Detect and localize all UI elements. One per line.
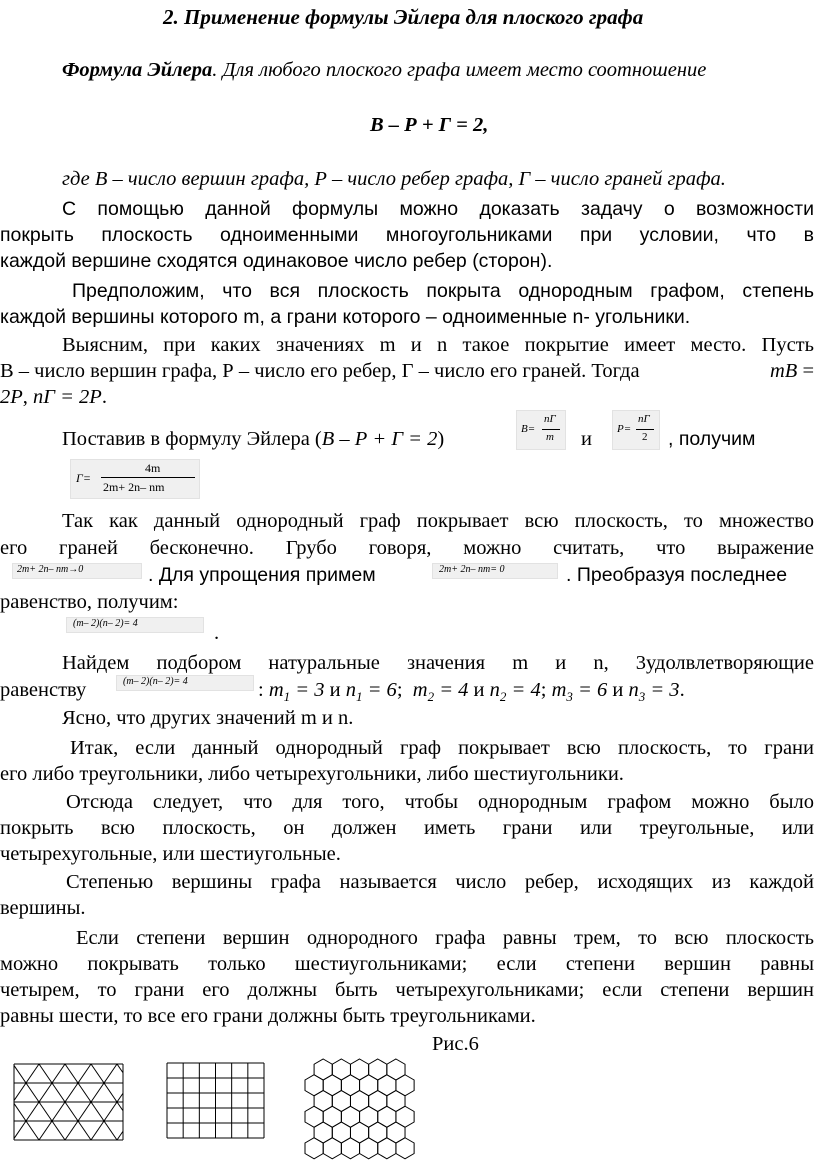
p9-line-2: вершины. [0, 897, 86, 919]
sol1-m: m [268, 679, 284, 701]
expr-product: (m– 2)(n– 2)= 4 [73, 618, 138, 629]
triangle-edge [104, 1102, 117, 1121]
p6-line: Ясно, что других значений m и n. [62, 707, 354, 729]
conj-and: и [581, 428, 592, 450]
expr-limit: 2m+ 2n– nm→0 [17, 564, 84, 575]
sol1-n: n [345, 679, 356, 701]
triangle-edge [117, 1102, 123, 1111]
sol3-nsub: 3 [638, 689, 646, 705]
sol1-msub: 1 [283, 689, 291, 705]
gamma-formula-box [70, 459, 200, 499]
p8-line-1: Отсюда следует, что для того, чтобы однородным графом можно было [66, 791, 814, 813]
triangle-edge [26, 1064, 39, 1083]
triangle-edge [26, 1083, 39, 1102]
triangle-edge [52, 1064, 65, 1083]
formula-p-num: nГ [638, 413, 650, 425]
hexagon-cell [323, 1138, 341, 1159]
p3-eq: = [797, 360, 814, 382]
p2-line-2: каждой вершины которого m, а грани которого – одноименные n- угольники. [0, 306, 691, 328]
expr-zero: 2m+ 2n– nm= 0 [439, 564, 505, 575]
hexagon-tiling-figure [303, 1058, 428, 1152]
expr-limit-box [12, 563, 142, 579]
euler-term: Формула Эйлера [62, 59, 213, 81]
triangle-edge [39, 1083, 52, 1102]
expr-zero-box [432, 563, 558, 579]
p5-solutions: : $m_1 = 3$ и $n_1 = 6$; $m_2 = 4$ и $n_2 = 4$; $m_3 = 6$ и $n_3 = 3$. [258, 679, 685, 705]
hexagon-cell [378, 1138, 396, 1159]
triangle-edge [52, 1083, 65, 1102]
triangle-edge [52, 1102, 65, 1121]
p8-line-3: четырехугольные, или шестиугольные. [0, 843, 341, 865]
p7-line-2: его либо треугольники, либо четырехугольники, либо шестиугольники. [0, 763, 624, 785]
sol2-msub: 2 [427, 689, 435, 705]
euler-formula: В – Р + Г = 2, [370, 114, 489, 136]
formula-p-bar [636, 429, 654, 430]
sol3-msub: 3 [566, 689, 573, 705]
triangle-edge [78, 1102, 91, 1121]
triangle-edge [14, 1065, 26, 1083]
triangle-edge [117, 1131, 123, 1140]
triangle-edge [104, 1083, 117, 1102]
p1-line-2: покрыть плоскость одноименными многоугольниками при условии, что в [0, 224, 814, 246]
sol3-mval: = 6 [572, 679, 608, 701]
triangle-edge [14, 1083, 26, 1101]
substitute-text [62, 426, 444, 452]
expr-equality-box [116, 675, 254, 691]
definitions-line: где В – число вершин графа, Р – число ребер графа, Г – число граней графа. [62, 168, 726, 190]
gamma-num: 4m [145, 461, 161, 475]
sol2-and: и [473, 679, 485, 701]
p3-line-2-text: В – число вершин графа, Р – число его ребер, Г – число его граней. Тогда [0, 360, 640, 382]
p10-line-2: можно покрывать только шестиугольниками; если степени вершин равны [0, 953, 814, 975]
gamma-bar [101, 477, 195, 478]
substitute-text-b: ) [437, 428, 445, 450]
triangle-edge [52, 1121, 65, 1140]
triangle-edge [104, 1064, 117, 1083]
triangle-edge [39, 1102, 52, 1121]
triangle-edge [78, 1083, 91, 1102]
sol3-nval: = 3 [645, 679, 680, 701]
triangle-edge [78, 1121, 91, 1140]
p7-line-1: Итак, если данный однородный граф покрывает всю плоскость, то грани [70, 737, 814, 759]
p1-line-3: каждой вершине сходятся одинаковое число ребер (сторон). [0, 250, 553, 272]
p4-line-3b: . Преобразуя последнее [566, 564, 788, 586]
hexagon-cell [341, 1138, 359, 1159]
triangle-edge [26, 1121, 39, 1140]
triangle-edge [91, 1083, 104, 1102]
sol1-nsub: 1 [355, 689, 363, 705]
square-tiling-figure [166, 1062, 266, 1140]
hexagon-cell [360, 1138, 378, 1159]
sol2-mval: = 4 [434, 679, 469, 701]
expr-product-box [66, 617, 204, 633]
p4-dot: . [214, 622, 220, 644]
triangle-edge [104, 1121, 117, 1140]
p3-line-1: Выясним, при каких значениях m и n такое покрытие имеет место. Пусть [62, 334, 814, 356]
formula-p-den: 2 [642, 431, 648, 443]
triangle-edge [117, 1064, 123, 1073]
p4-line-4: равенство, получим: [0, 591, 179, 613]
hexagon-cell [396, 1138, 414, 1159]
triangle-edge [91, 1121, 104, 1140]
formula-b-den: m [546, 431, 554, 443]
formula-p-box [612, 410, 660, 450]
formula-b-bar [542, 429, 560, 430]
triangle-edge [14, 1121, 26, 1139]
gamma-lhs: Г= [76, 471, 91, 485]
sol1-mval: = 3 [290, 679, 325, 701]
triangle-edge [91, 1102, 104, 1121]
triangle-edge [65, 1083, 78, 1102]
sol2-nsub: 2 [499, 689, 507, 705]
triangle-edge [117, 1093, 123, 1102]
p9-line-1: Степенью вершины графа называется число ребер, исходящих из каждой [66, 871, 814, 893]
formula-b-lhs: B= [521, 423, 536, 435]
p3-2p: 2P [0, 386, 23, 408]
triangle-edge [91, 1064, 104, 1083]
p2-line-1: Предположим, что вся плоскость покрыта однородным графом, степень [72, 280, 814, 302]
triangle-edge [65, 1121, 78, 1140]
formula-b-box [516, 410, 566, 450]
p3-line-2 [0, 358, 814, 384]
euler-intro [62, 57, 706, 83]
p4-line-3a: . Для упрощения примем [148, 564, 376, 586]
substitute-text-a: Поставив в формулу Эйлера ( [62, 428, 322, 450]
triangle-edge [26, 1102, 39, 1121]
triangle-tiling-figure [13, 1064, 125, 1141]
sol3-and: и [612, 679, 624, 701]
p3-dot: . [101, 386, 107, 408]
substitute-formula: В – Р + Г = 2 [321, 428, 438, 450]
p3-line-3 [0, 384, 107, 410]
page-title: 2. Применение формулы Эйлера для плоского графа [163, 5, 644, 29]
substitute-result: , получим [668, 428, 756, 450]
p10-line-1: Если степени вершин однородного графа равны трем, то всю плоскость [76, 927, 814, 949]
sol3-m: m [551, 679, 567, 701]
triangle-edge [65, 1064, 78, 1083]
expr-equality: (m– 2)(n– 2)= 4 [123, 676, 188, 687]
sol3-n: n [628, 679, 639, 701]
figure-caption: Рис.6 [432, 1033, 479, 1055]
formula-p-lhs: P= [617, 423, 632, 435]
p3-comma: , [22, 386, 34, 408]
p3-ng: nГ = 2P [33, 386, 102, 408]
triangle-edge [39, 1064, 52, 1083]
p1-line-1: С помощью данной формулы можно доказать задачу о возможности [62, 198, 814, 220]
p5-line-2a: равенству [0, 679, 87, 701]
euler-intro-text: Для любого плоского графа имеет место соотношение [217, 59, 707, 81]
p3-mb: mB [769, 360, 798, 382]
sol2-m: m [412, 679, 428, 701]
triangle-edge [14, 1103, 26, 1121]
sol2-n: n [489, 679, 500, 701]
triangle-edge [78, 1064, 91, 1083]
p10-line-4: равны шести, то все его грани должны быть треугольниками. [0, 1005, 536, 1027]
hexagon-cell [305, 1138, 323, 1159]
sol1-nval: = 6 [362, 679, 397, 701]
triangle-edge [39, 1121, 52, 1140]
gamma-den: 2m+ 2n– nm [103, 480, 165, 494]
p5-line-1: Найдем подбором натуральные значения m и n, 3удолвлетворяющие [62, 652, 814, 674]
euler-dot: . [212, 59, 218, 81]
sol2-nval: = 4 [506, 679, 541, 701]
formula-b-num: nГ [544, 413, 556, 425]
sol1-and: и [329, 679, 341, 701]
triangle-edge [65, 1102, 78, 1121]
p4-line-1: Так как данный однородный граф покрывает всю плоскость, то множество [62, 510, 814, 532]
p4-line-2: его граней бесконечно. Грубо говоря, можно считать, что выражение [0, 537, 814, 559]
p8-line-2: покрыть всю плоскость, он должен иметь грани или треугольные, или [0, 817, 814, 839]
p10-line-3: четырем, то грани его должны быть четырехугольниками; если степени вершин [0, 979, 814, 1001]
